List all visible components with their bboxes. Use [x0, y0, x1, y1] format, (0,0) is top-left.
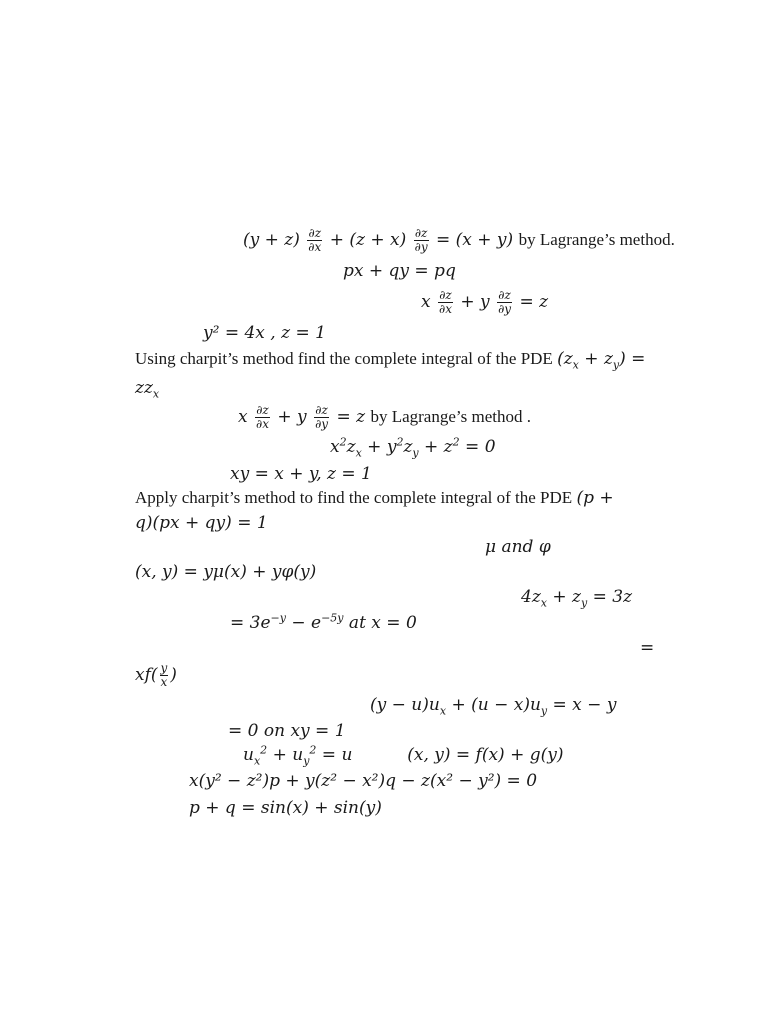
l14-sub-a: x	[540, 596, 547, 610]
eq1-rhs: = (x + y)	[436, 230, 514, 250]
l20-d: (x, y) = f(x) + g(y)	[407, 745, 564, 765]
text-line-5	[135, 348, 645, 370]
eq2: px + qy = pq	[343, 261, 456, 281]
l5-eq-b: + z	[578, 349, 613, 369]
eq4: y² = 4x , z = 1	[203, 323, 326, 343]
equation-line-22	[189, 797, 382, 819]
l8-a: x	[330, 437, 340, 457]
eq11: q)(px + qy) = 1	[135, 513, 268, 533]
l15-sup-a: −y	[270, 611, 286, 625]
eq1-term-b: + (z + x)	[329, 230, 407, 250]
l5-text: Using charpit’s method find the complete integral of the PDE	[135, 349, 553, 368]
l18-a: (y − u)u	[370, 695, 440, 715]
equation-line-20	[243, 744, 564, 766]
l5-eq-c: ) =	[619, 349, 646, 369]
l14-sub-b: y	[581, 596, 588, 610]
eq9: xy = x + y, z = 1	[230, 464, 372, 484]
l20-sup-a: 2	[260, 743, 268, 757]
eq3-frac-dzdy: $\frac{\partial z}{\partial y}$	[498, 288, 512, 316]
l20-sub-a: x	[253, 754, 261, 768]
l5-eq-a: (z	[557, 349, 573, 369]
l8-e: + z	[418, 437, 453, 457]
eq13: (x, y) = yμ(x) + yφ(y)	[135, 562, 317, 582]
equation-line-6	[135, 377, 159, 399]
equation-line-19	[228, 720, 346, 742]
eq1-frac-dzdy: $\frac{\partial z}{\partial y}$	[414, 226, 428, 254]
l10-text: Apply charpit’s method to find the complete integral of the PDE	[135, 488, 573, 507]
l8-sub-d: y	[412, 446, 419, 460]
equation-line-11	[135, 512, 268, 534]
equation-line-13	[135, 561, 316, 583]
eq12: μ and φ	[485, 537, 551, 557]
l8-sup-a: 2	[339, 435, 347, 449]
l17-b: )	[170, 665, 177, 685]
equation-line-1	[243, 227, 675, 254]
equation-line-12	[485, 536, 551, 558]
l8-c: + y	[361, 437, 397, 457]
l7-c: = z	[336, 407, 366, 427]
equation-line-16	[640, 637, 654, 659]
l6-a: zz	[135, 378, 153, 398]
eq16: =	[640, 638, 655, 658]
eq21: x(y² − z²)p + y(z² − x²)q − z(x² − y²) = 0	[189, 771, 538, 791]
l8-b: z	[346, 437, 356, 457]
l20-a: u	[243, 745, 254, 765]
eq3-c: = z	[519, 292, 549, 312]
l8-d: z	[403, 437, 413, 457]
equation-line-18	[370, 694, 616, 716]
eq1-term-a: (y + z)	[243, 230, 300, 250]
eq22: p + q = sin(x) + sin(y)	[189, 798, 382, 818]
equation-line-14	[521, 586, 632, 608]
l14-b: + z	[547, 587, 582, 607]
equation-line-7	[238, 404, 531, 431]
equation-line-17	[135, 662, 177, 689]
l18-b: + (u − x)u	[446, 695, 541, 715]
equation-line-21	[189, 770, 537, 792]
l8-sup-e: 2	[452, 435, 460, 449]
eq19: = 0 on xy = 1	[228, 721, 346, 741]
l7-b: + y	[277, 407, 307, 427]
l17-a: xf(	[135, 665, 158, 685]
l17-frac: $\frac{y}{x}$	[160, 661, 168, 689]
l6-sub: x	[152, 387, 160, 401]
eq7-frac-dzdy: $\frac{\partial z}{\partial y}$	[315, 403, 329, 431]
l20-sub-b: y	[303, 754, 310, 768]
l20-b: + u	[267, 745, 304, 765]
l7-text: by Lagrange’s method .	[370, 407, 531, 426]
l15-a: = 3e	[230, 613, 271, 633]
l8-sup-c: 2	[396, 435, 404, 449]
l18-sub-b: y	[540, 704, 548, 718]
l14-a: 4z	[521, 587, 541, 607]
l8-f: = 0	[459, 437, 496, 457]
eq3-a: x	[421, 292, 431, 312]
l15-c: at x = 0	[343, 613, 417, 633]
l14-c: = 3z	[587, 587, 633, 607]
eq1-frac-dzdx: $\frac{\partial z}{\partial x}$	[308, 226, 322, 254]
text-line-10	[135, 487, 614, 509]
l15-sup-b: −5y	[321, 611, 344, 625]
l20-sup-b: 2	[309, 743, 317, 757]
eq3-frac-dzdx: $\frac{\partial z}{\partial x}$	[439, 288, 452, 316]
equation-line-8	[330, 436, 496, 458]
equation-line-2	[343, 260, 456, 282]
equation-line-4	[203, 322, 326, 344]
l5-sub-x: x	[572, 358, 579, 372]
eq1-text: by Lagrange’s method.	[518, 230, 675, 249]
equation-line-9	[230, 463, 372, 485]
l7-a: x	[238, 407, 248, 427]
l18-c: = x − y	[547, 695, 617, 715]
l5-sub-y: y	[612, 358, 620, 372]
equation-line-3	[421, 289, 548, 316]
l18-sub-a: x	[439, 704, 447, 718]
eq7-frac-dzdx: $\frac{\partial z}{\partial x}$	[256, 403, 269, 431]
l10-eq: (p +	[576, 488, 614, 508]
l15-b: − e	[285, 613, 322, 633]
equation-line-15	[230, 612, 417, 634]
l20-c: = u	[316, 745, 353, 765]
l8-sub-b: x	[355, 446, 362, 460]
eq3-b: + y	[460, 292, 490, 312]
